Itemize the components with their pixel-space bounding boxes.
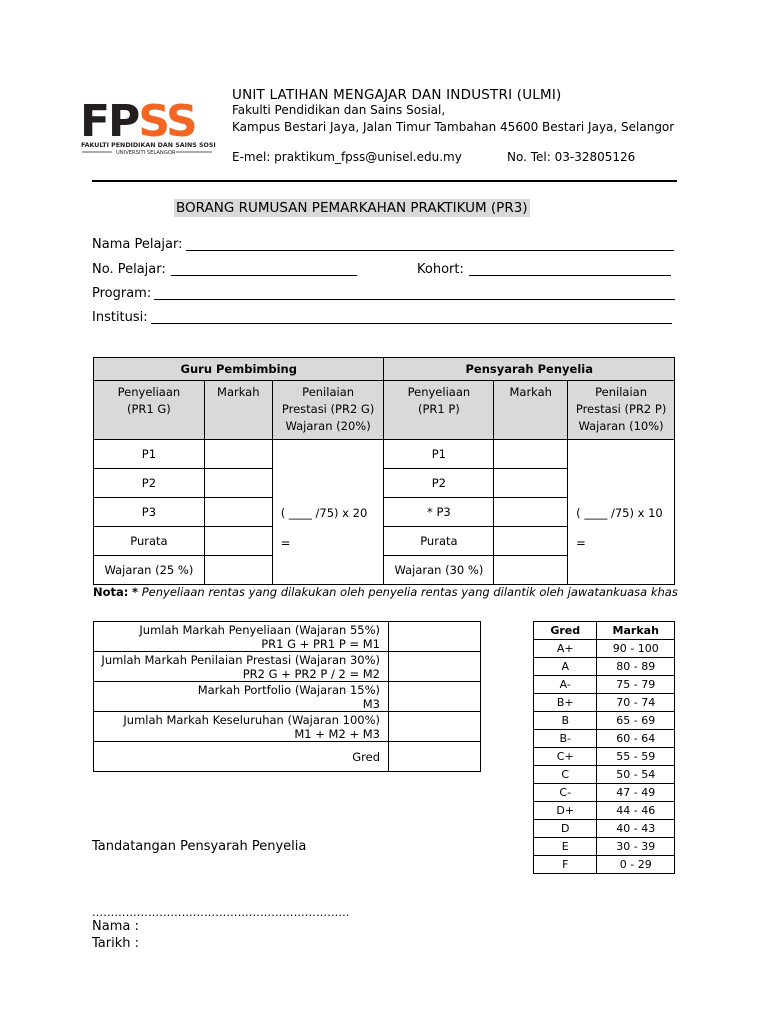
markah-cell[interactable] — [494, 498, 568, 527]
markah-cell[interactable] — [204, 498, 272, 527]
grade-range: 40 - 43 — [597, 820, 675, 838]
header-divider — [92, 180, 677, 182]
institusi-line[interactable] — [151, 323, 672, 324]
grade-range: 90 - 100 — [597, 640, 675, 658]
summary-label: Jumlah Markah Penilaian Prestasi (Wajaran 30%) PR2 G + PR2 P / 2 = M2 — [94, 652, 389, 682]
svg-text:UNIVERSITI SELANGOR: UNIVERSITI SELANGOR — [116, 150, 176, 156]
markah-cell[interactable] — [204, 440, 272, 469]
summary-table — [93, 621, 481, 772]
formula-g[interactable]: ( ____ /75) x 20 = — [272, 440, 384, 585]
grade-letter: B+ — [534, 694, 597, 712]
markah-cell[interactable] — [494, 556, 568, 585]
kohort-label: Kohort: — [417, 262, 464, 277]
col-penyeliaan-p: Penyeliaan (PR1 P) — [384, 381, 494, 440]
grade-range: 55 - 59 — [597, 748, 675, 766]
row-label-g: Wajaran (25 %) — [94, 556, 205, 585]
row-label-g: P2 — [94, 469, 205, 498]
tarikh-label: Tarikh : — [92, 936, 139, 951]
grade-range: 65 - 69 — [597, 712, 675, 730]
signature-line[interactable]: …………………………………………………………… — [92, 906, 350, 919]
grade-range: 75 - 79 — [597, 676, 675, 694]
grade-range: 30 - 39 — [597, 838, 675, 856]
markah-cell[interactable] — [494, 440, 568, 469]
col-markah-g: Markah — [204, 381, 272, 440]
markah-cell[interactable] — [204, 556, 272, 585]
row-label-p: P2 — [384, 469, 494, 498]
fpss-logo — [80, 98, 216, 160]
institusi-label: Institusi: — [92, 310, 148, 325]
grade-letter: F — [534, 856, 597, 874]
row-label-p: Purata — [384, 527, 494, 556]
row-label-p: * P3 — [384, 498, 494, 527]
grade-range: 60 - 64 — [597, 730, 675, 748]
address: Kampus Bestari Jaya, Jalan Timur Tambahan 45600 Bestari Jaya, Selangor — [232, 120, 675, 134]
grade-letter: D — [534, 820, 597, 838]
form-title: BORANG RUMUSAN PEMARKAHAN PRAKTIKUM (PR3) — [176, 200, 528, 216]
grade-letter: A — [534, 658, 597, 676]
row-label-p: Wajaran (30 %) — [384, 556, 494, 585]
phone: No. Tel: 03-32805126 — [507, 150, 636, 164]
col-penilaian-g: Penilaian Prestasi (PR2 G) Wajaran (20%) — [272, 381, 384, 440]
grade-range: 0 - 29 — [597, 856, 675, 874]
formula-p[interactable]: ( ____ /75) x 10 = — [568, 440, 675, 585]
email: E-mel: praktikum_fpss@unisel.edu.my — [232, 150, 462, 164]
row-label-g: P1 — [94, 440, 205, 469]
grade-letter: A- — [534, 676, 597, 694]
col-markah-p: Markah — [494, 381, 568, 440]
nama-pelajar-label: Nama Pelajar: — [92, 237, 183, 252]
col-penyeliaan-g: Penyeliaan (PR1 G) — [94, 381, 205, 440]
nama-label: Nama : — [92, 919, 139, 934]
grade-table — [533, 621, 675, 874]
grade-range: 70 - 74 — [597, 694, 675, 712]
program-line[interactable] — [154, 299, 675, 300]
summary-label: Markah Portfolio (Wajaran 15%) M3 — [94, 682, 389, 712]
faculty-name: Fakulti Pendidikan dan Sains Sosial, — [232, 103, 446, 117]
markah-cell[interactable] — [204, 527, 272, 556]
nama-pelajar-line[interactable] — [186, 250, 674, 251]
row-label-p: P1 — [384, 440, 494, 469]
grade-letter: C+ — [534, 748, 597, 766]
summary-label: Gred — [94, 742, 389, 772]
grade-letter: D+ — [534, 802, 597, 820]
summary-value-cell[interactable] — [389, 712, 481, 742]
grade-letter: B — [534, 712, 597, 730]
summary-value-cell[interactable] — [389, 742, 481, 772]
summary-label: Jumlah Markah Penyeliaan (Wajaran 55%) PR1 G + PR1 P = M1 — [94, 622, 389, 652]
grade-letter: C — [534, 766, 597, 784]
grade-range: 44 - 46 — [597, 802, 675, 820]
grade-letter: B- — [534, 730, 597, 748]
no-pelajar-label: No. Pelajar: — [92, 262, 166, 277]
grade-letter: E — [534, 838, 597, 856]
grade-range: 47 - 49 — [597, 784, 675, 802]
svg-text:FPSS: FPSS — [80, 98, 196, 147]
markah-cell[interactable] — [204, 469, 272, 498]
grade-letter: A+ — [534, 640, 597, 658]
kohort-line[interactable] — [469, 275, 671, 276]
markah-cell[interactable] — [494, 469, 568, 498]
no-pelajar-line[interactable] — [171, 275, 357, 276]
col-penilaian-p: Penilaian Prestasi (PR2 P) Wajaran (10%) — [568, 381, 675, 440]
guru-pembimbing-header: Guru Pembimbing — [94, 358, 384, 381]
markah-cell[interactable] — [494, 527, 568, 556]
unit-title: UNIT LATIHAN MENGAJAR DAN INDUSTRI (ULMI) — [232, 87, 562, 103]
grade-letter: C- — [534, 784, 597, 802]
assessment-table — [93, 357, 675, 585]
grade-header-markah: Markah — [597, 622, 675, 640]
summary-value-cell[interactable] — [389, 652, 481, 682]
row-label-g: Purata — [94, 527, 205, 556]
pensyarah-penyelia-header: Pensyarah Penyelia — [384, 358, 675, 381]
grade-range: 80 - 89 — [597, 658, 675, 676]
nota: Nota: * Penyeliaan rentas yang dilakukan oleh penyelia rentas yang dilantik oleh jawatankuasa khas — [93, 585, 678, 599]
grade-range: 50 - 54 — [597, 766, 675, 784]
grade-header-gred: Gred — [534, 622, 597, 640]
svg-text:FAKULTI PENDIDIKAN DAN SAINS S: FAKULTI PENDIDIKAN DAN SAINS SOSIAL — [81, 142, 216, 149]
summary-value-cell[interactable] — [389, 622, 481, 652]
program-label: Program: — [92, 286, 152, 301]
signature-label: Tandatangan Pensyarah Penyelia — [92, 839, 307, 854]
summary-label: Jumlah Markah Keseluruhan (Wajaran 100%) M1 + M2 + M3 — [94, 712, 389, 742]
summary-value-cell[interactable] — [389, 682, 481, 712]
row-label-g: P3 — [94, 498, 205, 527]
